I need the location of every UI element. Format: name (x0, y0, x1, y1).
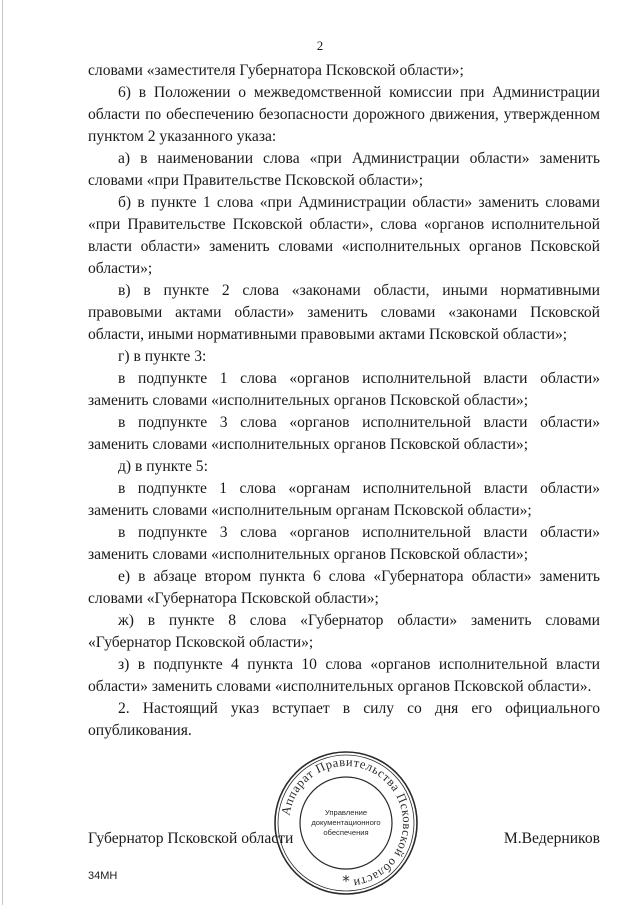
signatory-name: М.Ведерников (503, 830, 600, 847)
document-code: 34МН (88, 870, 118, 882)
seal-line-3: обеспечения (323, 828, 369, 837)
paragraph: д) в пункте 5: (118, 458, 208, 475)
paragraph: в подпункте 1 слова «органов исполнительной власти области» заменить словами «исполнительных органов Псковской области»; (88, 370, 600, 409)
paragraph: г) в пункте 3: (118, 348, 207, 365)
scan-edge-line (2, 0, 3, 905)
seal-ring-text: Аппарат Правительства Псковской области (278, 754, 415, 891)
paragraph: в подпункте 1 слова «органам исполнительной власти области» заменить словами «исполнительным органам Псковской области»; (88, 480, 600, 519)
paragraph: 2. Настоящий указ вступает в силу со дня его официального опубликования. (88, 700, 600, 739)
seal-line-2: документационного (311, 818, 381, 827)
paragraph: в подпункте 3 слова «органов исполнительной власти области» заменить словами «исполнительных органов Псковской области»; (88, 524, 600, 563)
paragraph: з) в подпункте 4 пункта 10 слова «органов исполнительной власти области» заменить словами «исполнительных органов Псковской области». (88, 656, 600, 695)
official-seal (272, 749, 420, 897)
page-number: 2 (316, 38, 324, 53)
paragraph: 6) в Положении о межведомственной комиссии при Администрации области по обеспечению безопасности дорожного движения, утвержденном пунктом 2 указанного указа: (88, 84, 600, 145)
paragraph: ж) в пункте 8 слова «Губернатор области» заменить словами «Губернатор Псковской области»; (88, 612, 600, 651)
paragraph: словами «заместителя Губернатора Псковской области»; (88, 62, 464, 79)
paragraph: а) в наименовании слова «при Администрации области» заменить словами «при Правительстве Псковской области»; (88, 150, 600, 189)
paragraph: е) в абзаце втором пункта 6 слова «Губернатора области» заменить словами «Губернатора Псковской области»; (88, 568, 600, 607)
seal-line-1: Управление (324, 808, 368, 817)
seal-graphic (272, 749, 420, 897)
seal-star-icon: * (342, 872, 350, 890)
paragraph: б) в пункте 1 слова «при Администрации области» заменить словами «при Правительстве Псковской области», слова «органов исполнительной власти области» заменить словами «исполнительных органов Псковской области»; (88, 194, 600, 277)
signatory-position: Губернатор Псковской области (88, 830, 294, 847)
document-body (88, 60, 600, 742)
paragraph: в подпункте 3 слова «органов исполнительной власти области» заменить словами «исполнительных органов Псковской области»; (88, 414, 600, 453)
paragraph: в) в пункте 2 слова «законами области, иными нормативными правовыми актами области» заменить словами «законами Псковской области, иными нормативными правовыми актами Псковской области»; (88, 282, 600, 343)
